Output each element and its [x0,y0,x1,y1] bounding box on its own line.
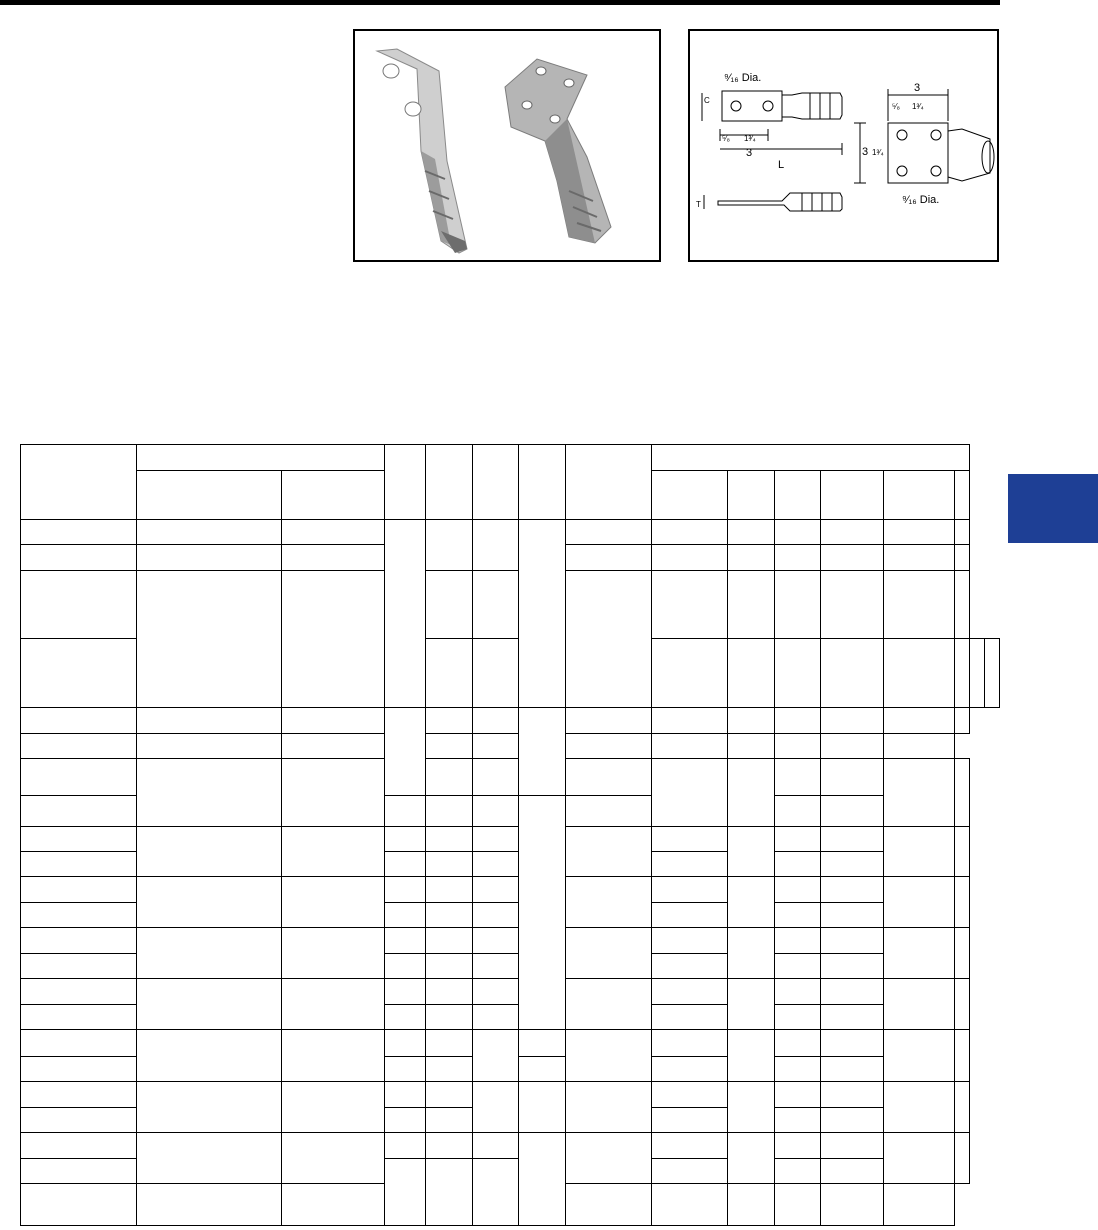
table-header-cell [282,471,385,520]
table-cell [955,928,970,979]
table-cell [728,639,775,707]
table-cell [652,1005,728,1030]
table-cell [473,877,519,903]
table-cell [137,928,282,979]
table-cell [282,545,385,571]
table-cell [955,707,970,733]
table-cell [884,1081,955,1132]
table-cell [473,1132,519,1158]
table-cell [652,826,728,851]
table-cell [652,852,728,877]
table-cell [385,1081,426,1107]
table-cell [282,733,385,758]
table-cell [137,1183,282,1225]
table-cell [775,826,821,851]
table-cell [821,1158,884,1183]
section-tab [1008,474,1098,543]
table-cell [385,1056,426,1081]
table-cell [21,954,137,979]
table-cell [566,877,652,928]
table-cell [728,520,775,545]
hole-dia-label-left: ⁹⁄₁₆ Dia. [724,72,762,84]
table-cell [473,826,519,851]
table-cell [775,1056,821,1081]
table-cell [652,639,728,707]
table-cell [282,1081,385,1132]
table-header-cell [955,471,970,520]
table-cell [821,733,884,758]
table-cell [473,954,519,979]
table-cell [775,1107,821,1132]
table-cell [775,979,821,1005]
table-cell [884,877,955,928]
table-cell [21,758,137,795]
table-header-cell [821,471,884,520]
table-cell [519,1132,566,1225]
table-cell [970,639,985,707]
right-top-five-eighths-label: ⁵⁄₈ [892,102,900,111]
table-cell [728,758,775,826]
table-cell [821,979,884,1005]
table-cell [955,826,970,876]
table-cell [137,545,282,571]
dim-c-label: C [704,96,710,105]
table-cell [426,1107,473,1132]
table-cell [385,877,426,903]
table-cell [775,877,821,903]
table-cell [473,1030,519,1081]
four-hole-lug-drawing [854,89,994,183]
table-cell [426,1056,473,1081]
hole-dia-label-right: ⁹⁄₁₆ Dia. [902,194,940,206]
table-cell [282,707,385,733]
table-cell [473,852,519,877]
table-cell [426,852,473,877]
table-cell [775,1030,821,1056]
table-cell [385,795,426,826]
table-cell [21,1107,137,1132]
table-cell [137,1081,282,1132]
table-cell [775,520,821,545]
table-cell [884,733,955,758]
table-cell [426,954,473,979]
table-cell [728,1030,775,1081]
table-cell [652,1081,728,1107]
table-cell [426,928,473,954]
table-cell [21,1081,137,1107]
table-cell [955,545,970,571]
table-header-cell [385,445,426,520]
table-cell [652,571,728,639]
table-cell [282,979,385,1030]
table-cell [21,1056,137,1081]
table-header-cell [652,445,970,471]
table-cell [884,1030,955,1081]
product-photo-panel [353,29,661,262]
table-cell [652,1107,728,1132]
table-header-cell [426,445,473,520]
table-cell [21,571,137,639]
table-cell [21,903,137,928]
table-cell [385,928,426,954]
table-cell [775,707,821,733]
table-cell [775,545,821,571]
table-cell [137,758,282,826]
table-cell [566,795,652,826]
table-header-cell [473,445,519,520]
table-cell [473,1081,519,1132]
table-cell [137,826,282,876]
table-cell [426,707,473,733]
table-cell [955,1030,970,1081]
table-cell [21,1005,137,1030]
table-cell [566,1030,652,1081]
table-cell [21,520,137,545]
table-cell [385,1132,426,1158]
table-cell [385,707,426,795]
table-cell [652,1030,728,1056]
table-cell [821,707,884,733]
table-cell [426,1030,473,1056]
table-cell [728,877,775,928]
table-cell [955,877,970,928]
table-cell [652,877,728,903]
table-cell [652,1056,728,1081]
table-cell [426,979,473,1005]
table-cell [426,758,473,795]
table-cell [566,733,652,758]
table-cell [775,639,821,707]
table-cell [884,707,955,733]
table-cell [137,733,282,758]
table-cell [473,571,519,639]
table-cell [955,639,970,707]
table-cell [728,571,775,639]
table-cell [137,877,282,928]
table-cell [821,954,884,979]
table-cell [473,1005,519,1030]
table-cell [519,795,566,1030]
dimension-drawing-panel [688,29,999,262]
table-cell [821,903,884,928]
table-cell [652,903,728,928]
table-cell [884,758,955,826]
table-cell [426,877,473,903]
table-cell [426,795,473,826]
table-cell [282,1132,385,1183]
table-cell [884,928,955,979]
table-cell [21,826,137,851]
table-cell [426,733,473,758]
right-top-three-label: 3 [914,82,921,94]
table-cell [137,979,282,1030]
table-cell [955,1132,970,1183]
top-rule [0,0,1000,5]
table-cell [21,1183,137,1225]
table-cell [821,1107,884,1132]
table-cell [21,979,137,1005]
table-cell [21,1030,137,1056]
table-cell [519,1081,566,1132]
table-cell [385,954,426,979]
table-cell [652,520,728,545]
table-cell [884,520,955,545]
table-cell [473,903,519,928]
table-cell [282,571,385,707]
table-cell [566,1132,652,1183]
table-cell [652,1132,728,1158]
table-cell [821,852,884,877]
table-cell [282,826,385,876]
table-cell [473,928,519,954]
table-cell [426,903,473,928]
table-cell [775,903,821,928]
table-header-cell [728,471,775,520]
table-header-cell [137,471,282,520]
table-cell [473,979,519,1005]
table-cell [884,639,955,707]
table-cell [473,733,519,758]
table-cell [821,1183,884,1225]
table-cell [385,826,426,851]
table-cell [775,1005,821,1030]
table-cell [955,1081,970,1132]
table-cell [775,571,821,639]
table-cell [652,733,728,758]
table-cell [566,928,652,979]
table-cell [775,1132,821,1158]
table-cell [21,877,137,903]
dim-t-label: T [696,200,701,209]
table-cell [21,707,137,733]
table-cell [821,758,884,795]
table-cell [426,1132,473,1158]
table-cell [519,520,566,707]
table-cell [566,758,652,795]
right-side-one-three-quarters-label: 1³⁄₄ [872,148,884,157]
table-cell [821,545,884,571]
table-cell [728,733,775,758]
table-cell [426,571,473,639]
table-cell [566,707,652,733]
table-cell [955,758,970,826]
table-cell [728,545,775,571]
table-cell [426,1158,473,1225]
table-cell [821,1132,884,1158]
table-header-cell [566,445,652,520]
table-cell [282,520,385,545]
table-cell [728,826,775,876]
table-cell [566,571,652,707]
table-cell [775,954,821,979]
table-cell [137,571,282,707]
table-cell [566,1081,652,1132]
table-cell [385,520,426,707]
table-header-cell [775,471,821,520]
table-cell [821,1005,884,1030]
table-cell [21,1158,137,1183]
table-cell [884,1183,955,1225]
table-cell [985,639,1000,707]
right-top-one-three-quarters-label: 1³⁄₄ [912,102,924,111]
table-cell [21,852,137,877]
table-cell [426,1005,473,1030]
table-cell [473,707,519,733]
spec-table [20,444,1000,1226]
table-cell [884,826,955,876]
table-cell [821,520,884,545]
table-cell [775,758,821,795]
table-header-cell [652,471,728,520]
table-cell [955,571,970,639]
table-cell [652,1183,728,1225]
table-cell [473,1158,519,1225]
table-cell [566,1183,652,1225]
table-cell [519,1030,566,1056]
table-cell [884,979,955,1030]
table-cell [137,1132,282,1183]
table-cell [566,545,652,571]
table-cell [821,1056,884,1081]
table-cell [473,758,519,795]
table-cell [884,1132,955,1183]
table-cell [652,707,728,733]
table-cell [385,903,426,928]
table-cell [775,795,821,826]
table-cell [385,979,426,1005]
table-cell [821,1081,884,1107]
table-cell [473,520,519,571]
right-side-three-label: 3 [862,146,869,158]
table-cell [21,639,137,707]
table-cell [775,852,821,877]
table-cell [282,928,385,979]
table-cell [21,795,137,826]
table-cell [728,1132,775,1183]
two-hole-lug-photo [377,49,467,253]
table-cell [282,1030,385,1081]
table-cell [821,928,884,954]
table-cell [652,954,728,979]
table-cell [652,545,728,571]
table-cell [728,979,775,1030]
table-cell [426,1081,473,1107]
dim-five-eighths-label: ⁵⁄₈ [722,134,730,143]
table-cell [426,520,473,571]
table-cell [137,707,282,733]
table-cell [775,928,821,954]
table-cell [426,639,473,707]
table-cell [821,571,884,639]
table-header-cell [21,445,137,520]
table-cell [519,1056,566,1081]
table-cell [652,1158,728,1183]
table-cell [955,979,970,1030]
table-header-cell [137,445,385,471]
dim-three-label: 3 [746,147,753,159]
table-cell [955,520,970,545]
table-cell [282,758,385,826]
four-hole-lug-photo [505,59,611,243]
table-cell [775,1081,821,1107]
table-cell [385,1158,426,1225]
table-cell [519,707,566,795]
table-cell [137,1030,282,1081]
table-cell [821,1030,884,1056]
table-cell [821,877,884,903]
table-cell [21,1132,137,1158]
table-header-cell [884,471,955,520]
table-cell [821,639,884,707]
table-cell [821,795,884,826]
table-cell [566,979,652,1030]
table-cell [652,979,728,1005]
table-cell [282,877,385,928]
table-cell [426,826,473,851]
table-cell [282,1183,385,1225]
table-cell [884,571,955,639]
table-cell [21,545,137,571]
table-cell [884,545,955,571]
table-cell [775,1183,821,1225]
table-cell [21,733,137,758]
table-cell [775,733,821,758]
dim-one-three-quarters-label: 1³⁄₄ [744,134,756,143]
table-cell [728,1081,775,1132]
table-cell [775,1158,821,1183]
table-cell [385,852,426,877]
table-cell [385,1030,426,1056]
table-cell [652,758,728,826]
table-cell [728,1183,775,1225]
table-cell [385,1107,426,1132]
table-cell [21,928,137,954]
two-hole-lug-drawing [702,91,842,211]
table-cell [566,520,652,545]
table-cell [566,826,652,876]
table-cell [473,639,519,707]
table-cell [728,928,775,979]
table-cell [728,707,775,733]
table-cell [473,795,519,826]
table-header-cell [519,445,566,520]
table-cell [652,928,728,954]
table-cell [137,520,282,545]
table-cell [821,826,884,851]
table-cell [385,1005,426,1030]
dim-l-label: L [778,159,785,171]
